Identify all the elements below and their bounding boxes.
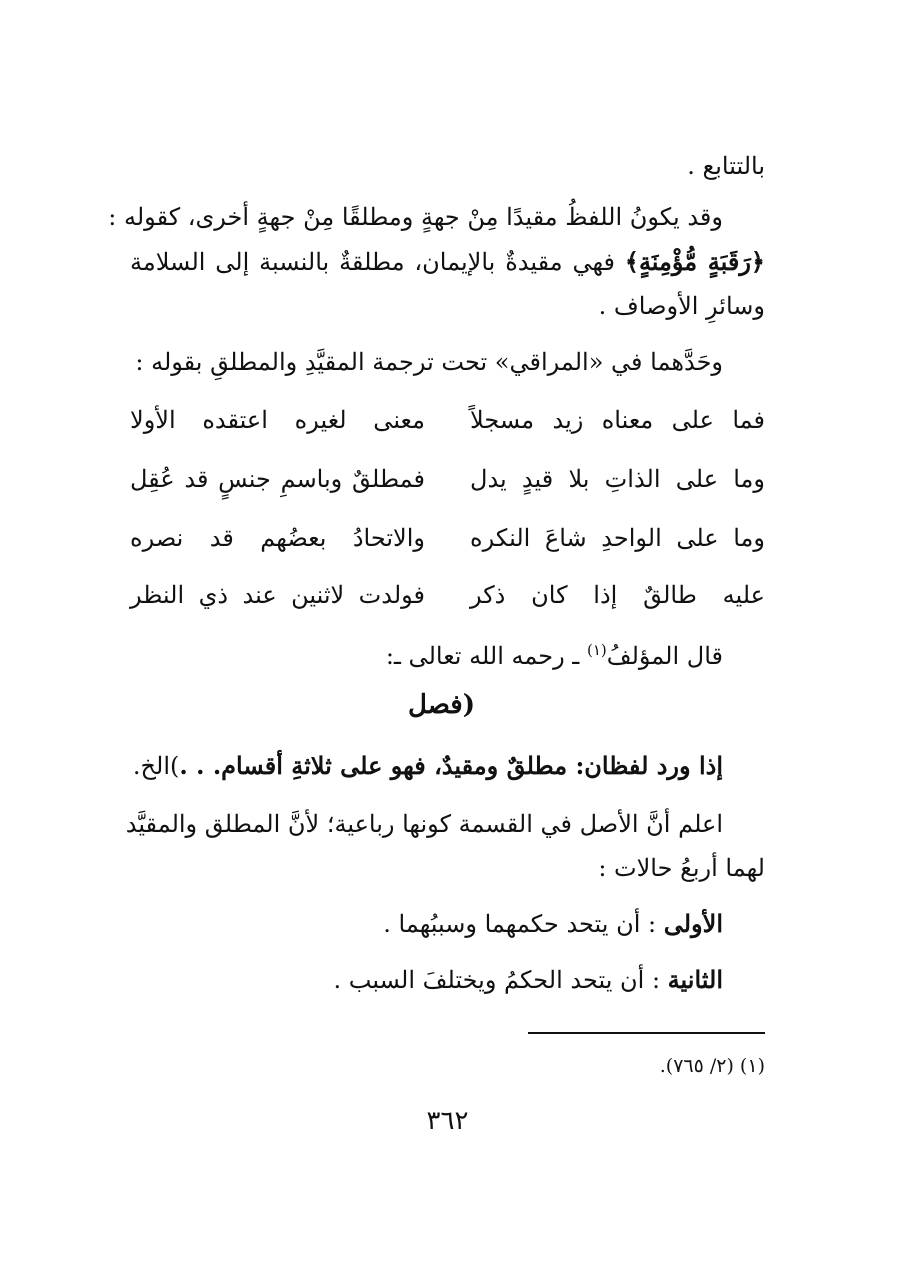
text-line: وقد يكونُ اللفظُ مقيدًا مِنْ جهةٍ ومطلقًا مِنْ جهةٍ أخرى، كقوله : (108, 203, 723, 231)
footnote: (١) (٢/ ٧٦٥). (659, 1055, 765, 1077)
author-text: قال المؤلفُ (606, 642, 723, 670)
document-page (108, 0, 765, 1271)
page-number: ٣٦٢ (426, 1106, 469, 1136)
verse-second-hemistich: فولدت لاثنين عند ذي النظر (130, 581, 425, 609)
verse-first-hemistich: فما على معناه زيد مسجلاً (470, 406, 765, 434)
quran-after-text: فهي مقيدةٌ بالإيمان، (414, 248, 616, 276)
text-line: لهما أربعُ حالات : (598, 854, 765, 882)
case-text: : أن يتحد حكمهما وسببُهما . (383, 910, 657, 938)
matn-line (130, 750, 765, 782)
text-line-with-quran (130, 246, 765, 278)
author-line (130, 634, 765, 672)
text-line: وسائرِ الأوصاف . (598, 292, 765, 320)
footnote-marker: (١) (586, 641, 607, 659)
text-line: وحَدَّهما في «المراقي» تحت ترجمة المقيَّدِ والمطلقِ بقوله : (135, 348, 723, 376)
footnote-divider (528, 1032, 765, 1034)
case-label: الثانية (667, 965, 723, 994)
case-line (130, 964, 765, 996)
text-line: اعلم أنَّ الأصل في القسمة كونها رباعية؛ لأنَّ المطلق والمقيَّد (125, 810, 723, 838)
verse-second-hemistich: فمطلقٌ وباسمِ جنسٍ قد عُقِل (130, 465, 425, 493)
case-line (130, 908, 765, 940)
verse-row (130, 579, 765, 611)
case-label: الأولى (663, 909, 723, 938)
matn-tail: )الخ. (132, 752, 180, 780)
verse-first-hemistich: عليه طالقٌ إذا كان ذكر (470, 581, 765, 609)
author-text-after: ـ رحمه الله تعالى ـ: (385, 642, 587, 670)
verse-second-hemistich: معنى لغيره اعتقده الأولا (130, 406, 425, 434)
verse-row (130, 463, 765, 495)
text-segment: مطلقةٌ بالنسبة إلى السلامة (130, 248, 405, 276)
verse-first-hemistich: وما على الذاتِ بلا قيدٍ يدل (470, 465, 765, 493)
quran-phrase: ﴿رَقَبَةٍ مُّؤْمِنَةٍ﴾ (624, 247, 765, 276)
text-line: بالتتابع . (687, 152, 765, 180)
verse-row (130, 522, 765, 554)
verse-row (130, 404, 765, 436)
case-text: : أن يتحد الحكمُ ويختلفَ السبب . (333, 966, 661, 994)
matn-bold-text: إذا ورد لفظان: مطلقٌ ومقيدٌ، فهو على ثلاثةِ أقسام. . . (179, 751, 723, 780)
section-heading: (فصل (408, 690, 475, 720)
verse-second-hemistich: والاتحادُ بعضُهم قد نصره (130, 524, 425, 552)
verse-first-hemistich: وما على الواحدِ شاعَ النكره (470, 524, 765, 552)
